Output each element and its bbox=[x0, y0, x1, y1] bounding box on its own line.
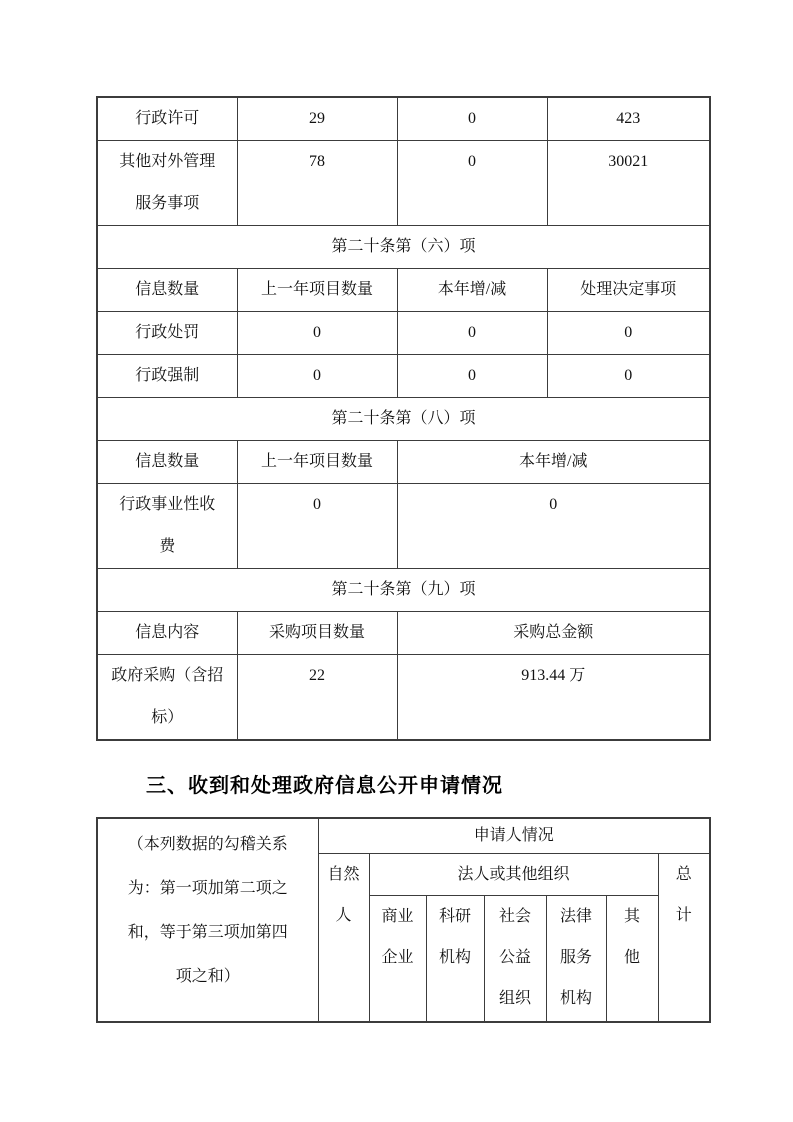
label-line: 科研 bbox=[438, 907, 471, 925]
cell-coercion-decisions: 0 bbox=[547, 355, 710, 398]
applicant-header-cell: 申请人情况 bbox=[318, 818, 710, 853]
cell-coercion-prev: 0 bbox=[237, 355, 397, 398]
cell-penalty-change: 0 bbox=[397, 312, 547, 355]
note-line: （本列数据的勾稽关系 bbox=[127, 836, 288, 853]
header-row bbox=[97, 269, 710, 312]
label-line: 机构 bbox=[559, 989, 592, 1007]
subheader-social-org bbox=[484, 895, 546, 1022]
header-cell: 上一年项目数量 bbox=[237, 269, 397, 312]
legal-org-header-cell: 法人或其他组织 bbox=[369, 853, 658, 895]
cell-fees-change: 0 bbox=[397, 484, 710, 569]
cell-fees-prev: 0 bbox=[237, 484, 397, 569]
row-label-license: 行政许可 bbox=[97, 97, 237, 141]
label-line: 机构 bbox=[438, 948, 471, 966]
header-cell: 信息数量 bbox=[97, 441, 237, 484]
table-row bbox=[97, 312, 710, 355]
application-statistics-table bbox=[96, 817, 711, 1023]
note-cell bbox=[97, 818, 318, 1022]
header-row bbox=[97, 441, 710, 484]
cell-penalty-decisions: 0 bbox=[547, 312, 710, 355]
label-line: 人 bbox=[335, 906, 352, 924]
header-row bbox=[97, 612, 710, 655]
cell-procurement-amount: 913.44 万 bbox=[397, 655, 710, 741]
section-label-article20-item6: 第二十条第（六）项 bbox=[97, 226, 710, 269]
label-line: 行政事业性收 bbox=[119, 496, 216, 513]
label-line: 服务事项 bbox=[135, 195, 200, 212]
label-line: 总 bbox=[675, 865, 692, 883]
label-line: 其 bbox=[623, 907, 640, 925]
note-line: 为：第一项加第二项之 bbox=[127, 880, 288, 897]
label-line: 其他对外管理 bbox=[119, 153, 216, 170]
table-row bbox=[97, 355, 710, 398]
subheader-legal-service bbox=[546, 895, 606, 1022]
header-row bbox=[97, 818, 710, 853]
label-line: 费 bbox=[159, 538, 176, 555]
row-label-procurement bbox=[97, 655, 237, 741]
note-line: 和，等于第三项加第四 bbox=[127, 924, 288, 941]
header-cell: 处理决定事项 bbox=[547, 269, 710, 312]
cell-coercion-change: 0 bbox=[397, 355, 547, 398]
label-line: 计 bbox=[675, 906, 692, 924]
cell-penalty-prev: 0 bbox=[237, 312, 397, 355]
table-row bbox=[97, 484, 710, 569]
cell-license-decisions: 423 bbox=[547, 97, 710, 141]
natural-person-cell bbox=[318, 853, 369, 1022]
row-label-penalty: 行政处罚 bbox=[97, 312, 237, 355]
subheader-other bbox=[606, 895, 658, 1022]
header-cell: 本年增/减 bbox=[397, 441, 710, 484]
cell-other-decisions: 30021 bbox=[547, 141, 710, 226]
label-line: 公益 bbox=[498, 948, 531, 966]
note-line: 项之和） bbox=[175, 968, 240, 985]
row-label-fees bbox=[97, 484, 237, 569]
label-line: 企业 bbox=[381, 948, 414, 966]
label-line: 社会 bbox=[498, 907, 531, 925]
label-line: 商业 bbox=[381, 907, 414, 925]
cell-other-prev: 78 bbox=[237, 141, 397, 226]
cell-other-change: 0 bbox=[397, 141, 547, 226]
label-line: 政府采购（含招 bbox=[111, 667, 224, 684]
section-row bbox=[97, 398, 710, 441]
header-cell: 采购项目数量 bbox=[237, 612, 397, 655]
section-label-article20-item9: 第二十条第（九）项 bbox=[97, 569, 710, 612]
row-label-other-services bbox=[97, 141, 237, 226]
table-row bbox=[97, 141, 710, 226]
cell-license-change: 0 bbox=[397, 97, 547, 141]
cell-procurement-count: 22 bbox=[237, 655, 397, 741]
label-line: 法律 bbox=[559, 907, 592, 925]
label-line: 他 bbox=[623, 948, 640, 966]
header-cell: 信息数量 bbox=[97, 269, 237, 312]
subheader-commercial-enterprise bbox=[369, 895, 426, 1022]
section-label-article20-item8: 第二十条第（八）项 bbox=[97, 398, 710, 441]
header-cell: 上一年项目数量 bbox=[237, 441, 397, 484]
label-line: 标） bbox=[151, 709, 184, 726]
section-row bbox=[97, 226, 710, 269]
cell-license-prev: 29 bbox=[237, 97, 397, 141]
header-cell: 本年增/减 bbox=[397, 269, 547, 312]
label-line: 自然 bbox=[327, 865, 360, 883]
statistics-table bbox=[96, 96, 711, 741]
label-line: 服务 bbox=[559, 948, 592, 966]
subheader-research-institution bbox=[426, 895, 484, 1022]
table-row bbox=[97, 655, 710, 741]
table-row bbox=[97, 97, 710, 141]
section-row bbox=[97, 569, 710, 612]
row-label-coercion: 行政强制 bbox=[97, 355, 237, 398]
header-cell: 信息内容 bbox=[97, 612, 237, 655]
total-cell bbox=[658, 853, 710, 1022]
header-cell: 采购总金额 bbox=[397, 612, 710, 655]
section-heading: 三、收到和处理政府信息公开申请情况 bbox=[146, 775, 503, 797]
label-line: 组织 bbox=[498, 989, 531, 1007]
